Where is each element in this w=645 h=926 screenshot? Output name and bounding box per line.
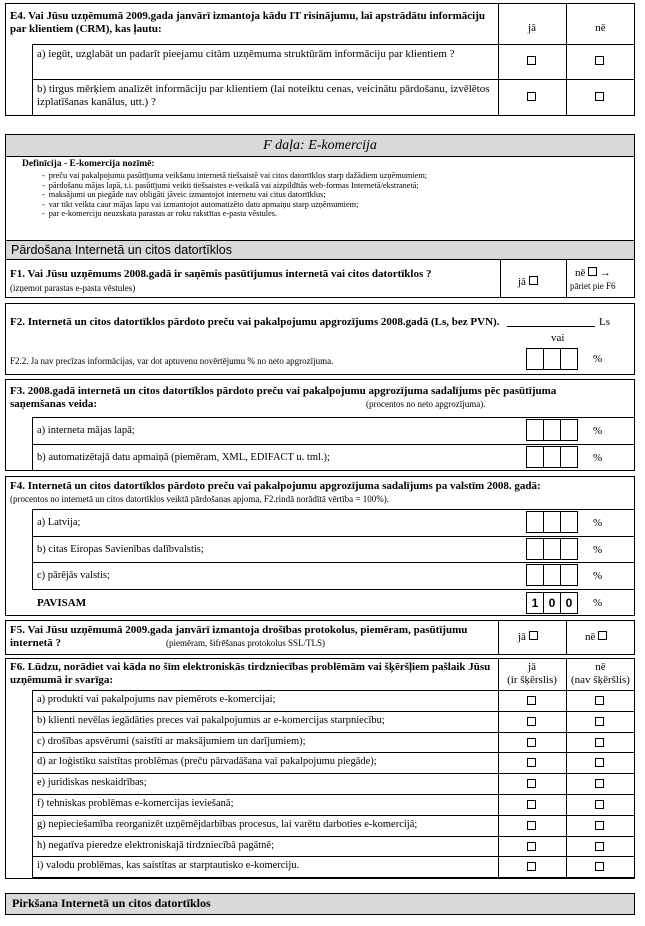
f6-item-label: i) valodu problēmas, kas saistītas ar starptautisko e-komerciju.: [37, 860, 300, 872]
definition-item: - preču vai pakalpojumu pasūtījuma veikšanu internetā tiešsaistē vai citos datortīklos starp dažādiem uzņēmumiem;: [50, 171, 427, 181]
f4-total-digit: 1: [526, 592, 544, 614]
f6-no-checkbox[interactable]: [595, 696, 604, 705]
f4-a-pct: %: [593, 517, 603, 529]
f2-amount-line[interactable]: [507, 326, 595, 327]
f4-total-pct: %: [593, 597, 603, 609]
divider: [500, 259, 501, 298]
e4-no-label: nē: [595, 22, 606, 34]
f2-question: F2. Internetā un citos datortīklos pārdoto preču vai pakalpojumu apgrozījums 2008.gadā (Ls, bez PVN).: [10, 316, 500, 328]
e4-question: E4. Vai Jūsu uzņēmumā 2009.gada janvārī izmantoja kādu IT risinājumu, lai apstrādātu informāciju par klientiem (CRM), kas ļautu:: [10, 10, 486, 35]
e4-a-no-checkbox[interactable]: [595, 56, 604, 65]
selling-header-text: Pārdošana Internetā un citos datortīklos: [11, 243, 232, 257]
f6-yes-checkbox[interactable]: [527, 717, 536, 726]
f1-no-checkbox[interactable]: [588, 267, 597, 276]
e4-b-no-checkbox[interactable]: [595, 92, 604, 101]
divider: [566, 620, 567, 655]
f6-yes-checkbox[interactable]: [527, 758, 536, 767]
f2-2-text: F2.2. Ja nav precīzas informācijas, var dot aptuvenu novērtējumu % no neto apgrozījuma.: [10, 356, 334, 366]
f4-total-value: [527, 592, 578, 614]
f4-b-pct: %: [593, 544, 603, 556]
definition-list: [34, 171, 427, 219]
f6-no-checkbox[interactable]: [595, 738, 604, 747]
divider: [498, 620, 499, 655]
f2-percent-input[interactable]: [527, 348, 578, 370]
f5-note: (piemēram, šifrēšanas protokolus SSL/TLS): [166, 638, 325, 648]
f4-item-b: b) citas Eiropas Savienības dalībvalstis;: [37, 544, 204, 555]
f6-yes-checkbox[interactable]: [527, 738, 536, 747]
arrow-right-icon: →: [599, 267, 611, 279]
definition-item: - maksājumi un piegāde nav obligāti jāveic izmantojot internetu vai citus datortīklus;: [50, 190, 427, 200]
f4-item-a: a) Latvija;: [37, 517, 81, 528]
f3-b-input[interactable]: [527, 446, 578, 468]
f4-c-input[interactable]: [527, 564, 578, 586]
f6-yes-checkbox[interactable]: [527, 696, 536, 705]
f6-item-label: h) negatīva pieredze elektroniskajā tirdzniecībā pagātnē;: [37, 839, 275, 851]
f3-question: F3. 2008.gadā internetā un citos datortīklos pārdoto preču vai pakalpojumu apgrozījuma sadalījums pēc pasūtījuma saņemšanas veida:: [10, 385, 557, 410]
f2-pct: %: [593, 353, 603, 365]
f4-total-digit: 0: [543, 592, 561, 614]
purchasing-header-text: Pirkšana Internetā un citos datortīklos: [12, 896, 211, 910]
f6-yes-sub: (ir šķērslis): [507, 674, 557, 686]
f1-question: F1. Vai Jūsu uzņēmums 2008.gadā ir saņēmis pasūtījumus internetā vai citos datortīklos ?: [10, 268, 432, 280]
f6-yes-checkbox[interactable]: [527, 862, 536, 871]
f5-no-label: [585, 631, 607, 644]
definition-item: - var tikt veikta caur mājas lapu vai izmantojot automatizēto datu apmaiņu starp uzņēmumiem;: [50, 200, 427, 210]
f4-b-input[interactable]: [527, 538, 578, 560]
f4-item-c: c) pārējās valstis;: [37, 570, 110, 581]
f6-item-label: g) nepieciešamība reorganizēt uzņēmējdarbības procesus, lai varētu darboties e-komercijā;: [37, 818, 418, 830]
section-f-title: F daļa: E-komercija: [263, 138, 377, 153]
f3-item-a: a) interneta mājas lapā;: [37, 425, 135, 436]
f5-question: F5. Vai Jūsu uzņēmumā 2009.gada janvārī izmantoja drošības protokolus, piemēram, pasūtījumu internetā ?: [10, 624, 468, 649]
divider: [566, 259, 567, 298]
f5-yes-text: jā: [518, 631, 526, 643]
f3-a-input[interactable]: [527, 419, 578, 441]
f3-a-pct: %: [593, 425, 603, 437]
f1-no-text: nē: [575, 267, 586, 279]
f3-note: (procentos no neto apgrozījuma).: [366, 399, 486, 409]
definition-item: - pārdošanu mājas lapā, t.i. pasūtījumi veikti tiešsaistes e-veikalā vai aizpildītās web-formas Internetā/ekstranetā;: [50, 181, 427, 191]
f6-yes-label: jā: [528, 661, 536, 673]
f6-no-sub: (nav šķēršlis): [571, 674, 630, 686]
f2-or: vai: [551, 332, 565, 344]
f1-no-label: [575, 267, 611, 280]
e4-item-a: a) iegūt, uzglabāt un padarīt pieejamu citām uzņēmuma struktūrām informāciju par klientiem ?: [37, 48, 455, 60]
f4-a-input[interactable]: [527, 511, 578, 533]
f1-note: (izņemot parastas e-pasta vēstules): [10, 283, 136, 293]
f6-item-label: b) klienti nevēlas iegādāties preces vai pakalpojumus ar e-komercijas starpniecību;: [37, 714, 385, 726]
f1-yes-checkbox[interactable]: [529, 276, 538, 285]
e4-b-yes-checkbox[interactable]: [527, 92, 536, 101]
f6-yes-checkbox[interactable]: [527, 779, 536, 788]
f6-yes-checkbox[interactable]: [527, 842, 536, 851]
f6-no-checkbox[interactable]: [595, 842, 604, 851]
f6-item-label: a) produkti vai pakalpojums nav piemērots e-komercijai;: [37, 694, 276, 705]
f5-yes-checkbox[interactable]: [529, 631, 538, 640]
f6-no-checkbox[interactable]: [595, 717, 604, 726]
f3-b-pct: %: [593, 452, 603, 464]
definition-item: - par e-komerciju neuzskata parastas ar roku rakstītas e-pasta vēstules.: [50, 209, 427, 219]
f6-no-checkbox[interactable]: [595, 758, 604, 767]
f6-no-checkbox[interactable]: [595, 862, 604, 871]
f4-note: (procentos no internetā un citos datortīklos veiktā pārdošanas apjoma, F2.rindā norādītā vērtība = 100%).: [10, 494, 389, 504]
f6-yes-checkbox[interactable]: [527, 821, 536, 830]
f6-item-label: d) ar loģistiku saistītas problēmas (preču pārvadāšana vai pakalpojumu piegāde);: [37, 756, 377, 768]
f2-currency: Ls: [599, 316, 610, 328]
f4-total-label: PAVISAM: [37, 597, 87, 609]
f6-item-label: c) drošības apsvērumi (saistīti ar maksājumiem un darījumiem);: [37, 735, 306, 747]
f5-yes-label: [518, 631, 538, 644]
e4-yes-label: jā: [528, 22, 536, 34]
e4-item-b: b) tirgus mērķiem analizēt informāciju par klientiem (lai noteiktu cenas, veicinātu pārdošanu, izvēlētos izplatīšanas kanālus, utt.) ?: [37, 83, 490, 108]
f5-no-text: nē: [585, 631, 596, 643]
f6-no-checkbox[interactable]: [595, 821, 604, 830]
definition-title: Definīcija - E-komercija nozīmē:: [22, 159, 155, 169]
f6-yes-checkbox[interactable]: [527, 800, 536, 809]
f5-no-checkbox[interactable]: [598, 631, 607, 640]
f6-no-checkbox[interactable]: [595, 779, 604, 788]
f3-item-b: b) automatizētajā datu apmaiņā (piemēram, XML, EDIFACT u. tml.);: [37, 452, 330, 463]
f1-yes-text: jā: [518, 276, 526, 288]
e4-a-yes-checkbox[interactable]: [527, 56, 536, 65]
f6-item-label: e) juridiskas neskaidrības;: [37, 777, 147, 789]
f6-no-checkbox[interactable]: [595, 800, 604, 809]
f4-question: F4. Internetā un citos datortīklos pārdoto preču vai pakalpojumu apgrozījuma sadalījums pa valstīm 2008. gadā:: [10, 480, 541, 492]
f4-c-pct: %: [593, 570, 603, 582]
f1-goto: pāriet pie F6: [570, 281, 616, 291]
f1-yes-label: [518, 276, 538, 289]
f6-question: F6. Lūdzu, norādiet vai kāda no šīm elektroniskās tirdzniecības problēmām vai šķēršļiem pašlaik Jūsu uzņēmumā ir svarīga:: [10, 661, 491, 686]
f6-item-label: f) tehniskas problēmas e-komercijas ieviešanā;: [37, 798, 234, 809]
f4-total-digit: 0: [560, 592, 578, 614]
f6-no-label: nē: [595, 661, 606, 673]
